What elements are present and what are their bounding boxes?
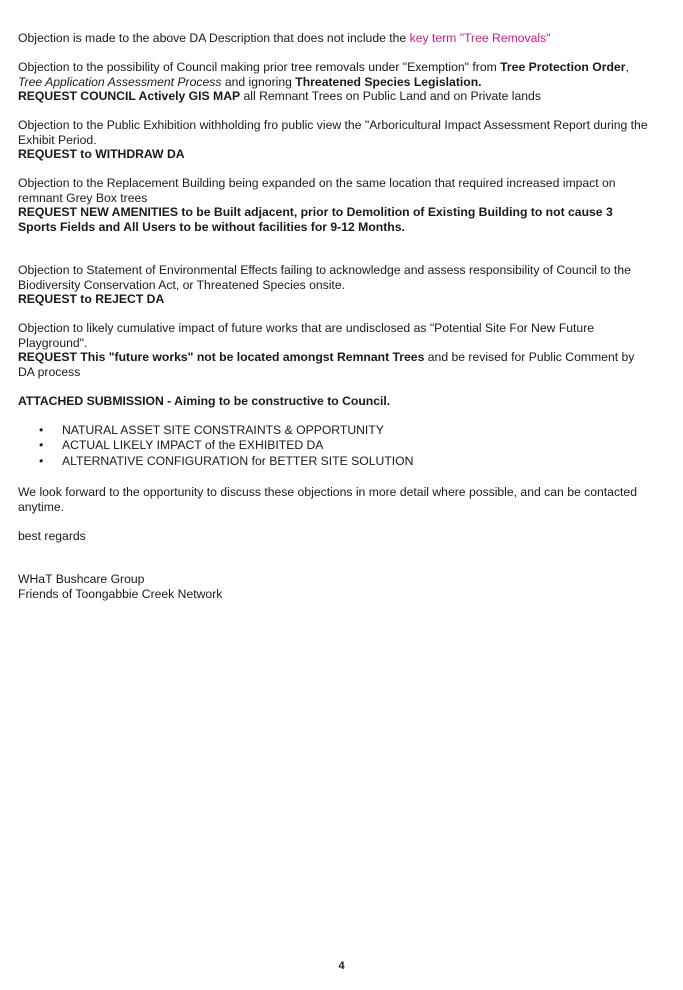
signature-network-name: Friends of Toongabbie Creek Network [18, 586, 223, 601]
objection-replacement-line2: remnant Grey Box trees [18, 190, 148, 205]
da-process-text: DA process [18, 364, 81, 379]
objection-replacement-building [18, 176, 666, 234]
list-item-text: ALTERNATIVE CONFIGURATION for BETTER SITE SOLUTION [62, 453, 414, 468]
list-item [18, 438, 666, 454]
revised-public-comment-text: and be revised for Public Comment by [424, 350, 635, 364]
closing-line2: anytime. [18, 499, 65, 514]
threatened-species-legislation: Threatened Species Legislation. [295, 74, 482, 89]
comma: , [625, 60, 629, 74]
objection-public-exhibition-line2: Exhibit Period. [18, 132, 97, 147]
objection-future-works [18, 321, 666, 379]
tree-protection-order: Tree Protection Order [500, 60, 626, 74]
closing-line1: We look forward to the opportunity to discuss these objections in more detail where possible, and can be contacted [18, 485, 637, 499]
bullet-icon: • [39, 453, 44, 468]
objection-public-exhibition-line1: Objection to the Public Exhibition withholding fro public view the "Arboricultural Impact Assessment Report during the [18, 118, 648, 132]
bullet-icon: • [39, 438, 44, 452]
objection-environmental-effects [18, 263, 666, 307]
objection-public-exhibition [18, 118, 666, 162]
attached-submission-heading: ATTACHED SUBMISSION - Aiming to be constructive to Council. [18, 393, 391, 408]
list-item-text: NATURAL ASSET SITE CONSTRAINTS & OPPORTUNITY [62, 422, 384, 437]
objection-tree-removals [18, 60, 666, 104]
objection-environmental-line2: Biodiversity Conservation Act, or Threatened Species onsite. [18, 277, 345, 292]
attached-submission-list [18, 423, 666, 470]
objection-tree-removals-text: Objection to the possibility of Council making prior tree removals under "Exemption" from [18, 60, 501, 74]
request-gis-map: REQUEST COUNCIL Actively GIS MAP [18, 89, 241, 103]
objection-future-works-line1: Objection to likely cumulative impact of future works that are undisclosed as "Potential Site For New Future [18, 321, 595, 335]
request-reject-da: REQUEST to REJECT DA [18, 292, 165, 306]
request-future-works: REQUEST This "future works" not be located amongst Remnant Trees [18, 350, 425, 364]
signature-block [18, 572, 666, 601]
list-item [18, 454, 666, 470]
key-term-highlight: key term "Tree Removals" [409, 31, 551, 45]
closing-paragraph [18, 485, 666, 514]
list-item [18, 423, 666, 439]
request-new-amenities-line2: Sports Fields and All Users to be without facilities for 9-12 Months. [18, 219, 405, 234]
remnant-trees-text: all Remnant Trees on Public Land and on Private lands [240, 89, 541, 103]
objection-replacement-line1: Objection to the Replacement Building being expanded on the same location that required increased impact on [18, 176, 616, 190]
best-regards: best regards [18, 528, 86, 543]
request-withdraw-da: REQUEST to WITHDRAW DA [18, 147, 185, 161]
objection-da-description [18, 31, 666, 46]
signature-group-name: WHaT Bushcare Group [18, 572, 145, 586]
objection-future-works-line2: Playground". [18, 335, 88, 350]
objection-da-description-text: Objection is made to the above DA Description that does not include the [18, 31, 410, 45]
page-number: 4 [338, 960, 345, 972]
and-ignoring-text: and ignoring [221, 74, 296, 89]
request-new-amenities-line1: REQUEST NEW AMENITIES to be Built adjacent, prior to Demolition of Existing Building to not cause 3 [18, 205, 613, 219]
bullet-icon: • [39, 422, 44, 437]
tree-application-process: Tree Application Assessment Process [18, 74, 222, 89]
list-item-text: ACTUAL LIKELY IMPACT of the EXHIBITED DA [62, 438, 324, 452]
document-body [18, 31, 666, 616]
objection-environmental-line1: Objection to Statement of Environmental Effects failing to acknowledge and assess responsibility of Council to the [18, 263, 631, 277]
